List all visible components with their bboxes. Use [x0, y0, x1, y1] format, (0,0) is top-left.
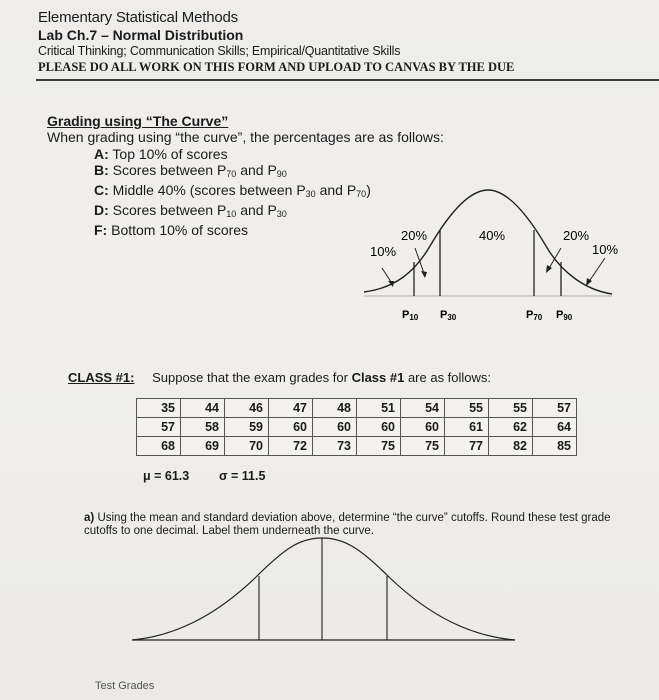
grade-cell: 58 [181, 418, 225, 437]
table-row [137, 399, 577, 418]
upload-instructions: PLEASE DO ALL WORK ON THIS FORM AND UPLOAD TO CANVAS BY THE DUE [38, 60, 515, 74]
course-title: Elementary Statistical Methods [38, 9, 238, 26]
grade-letter: C: [94, 182, 109, 198]
grade-cell: 46 [225, 399, 269, 418]
grade-description: and P [315, 182, 357, 198]
grade-cell: 68 [137, 437, 181, 456]
grade-cell: 61 [445, 418, 489, 437]
grade-letter: B: [94, 162, 109, 178]
grade-letter: D: [94, 202, 109, 218]
class1-grades-table [136, 398, 577, 456]
cutoff-footer-text: Test Grades [95, 680, 155, 692]
grade-cell: 55 [445, 399, 489, 418]
grade-cell: 59 [225, 418, 269, 437]
grade-description: Scores between P [112, 162, 227, 178]
grade-cell: 70 [225, 437, 269, 456]
grade-cell: 60 [313, 418, 357, 437]
grade-cell: 73 [313, 437, 357, 456]
percentile-subscript: 10 [226, 209, 237, 219]
class1-text-after: are as follows: [404, 370, 492, 385]
sd-value: σ = 11.5 [219, 469, 266, 483]
percentile-label-p90: P90 [556, 309, 573, 322]
grading-section-title: Grading using “The Curve” [47, 113, 229, 129]
arrowhead-10-left [388, 281, 394, 287]
grade-cell: 75 [357, 437, 401, 456]
grade-cell: 82 [489, 437, 533, 456]
grade-description: Bottom 10% of scores [111, 222, 249, 238]
grade-cell: 51 [357, 399, 401, 418]
grade-description: ) [366, 182, 371, 198]
grade-description: Middle 40% (scores between P [112, 182, 306, 198]
question-a-label: a) [84, 512, 95, 524]
percentile-subscript: 70 [226, 169, 237, 179]
arrowhead-20-right [546, 265, 552, 273]
grade-letter: F: [94, 222, 108, 238]
class1-prompt [68, 370, 491, 385]
grade-cell: 75 [401, 437, 445, 456]
region-label-10-right: 10% [592, 242, 619, 257]
grade-cell: 57 [137, 418, 181, 437]
class1-text-bold: Class #1 [351, 370, 405, 385]
class1-label: CLASS #1: [68, 370, 135, 385]
grade-cell: 55 [489, 399, 533, 418]
lab-title: Lab Ch.7 – Normal Distribution [38, 27, 244, 43]
question-a-text: Using the mean and standard deviation above, determine “the curve” cutoffs. Round these test grade cutoffs to one decimal. Label them underneath the curve. [84, 512, 611, 537]
mean-value: μ = 61.3 [143, 469, 190, 483]
grade-cell: 77 [445, 437, 489, 456]
percentile-label-p10: P10 [402, 309, 419, 322]
percentile-subscript: 70 [356, 189, 367, 199]
grade-cell: 35 [137, 399, 181, 418]
region-label-20-right: 20% [563, 228, 590, 243]
grade-description: and P [236, 162, 277, 178]
percentile-label-p70: P70 [526, 309, 543, 322]
percentile-label-p30: P30 [440, 309, 457, 322]
table-row [137, 418, 577, 437]
region-label-10-left: 10% [370, 244, 397, 259]
table-row [137, 437, 577, 456]
grade-cell: 62 [489, 418, 533, 437]
grade-description: Top 10% of scores [112, 146, 228, 162]
grade-cell: 44 [181, 399, 225, 418]
percentile-subscript: 30 [305, 189, 316, 199]
grading-intro: When grading using “the curve”, the percentages are as follows: [47, 129, 444, 145]
question-a [84, 512, 644, 538]
grade-letter: A: [94, 146, 109, 162]
grade-cell: 48 [313, 399, 357, 418]
percentile-subscript: 90 [276, 169, 287, 179]
percentile-subscript: 30 [276, 209, 287, 219]
grade-cell: 72 [269, 437, 313, 456]
grade-cell: 69 [181, 437, 225, 456]
grade-cell: 54 [401, 399, 445, 418]
grade-description: and P [236, 202, 277, 218]
grade-cell: 60 [357, 418, 401, 437]
grade-description: Scores between P [112, 202, 227, 218]
grade-cell: 60 [401, 418, 445, 437]
arrow-10-right [588, 258, 605, 283]
grade-cell: 85 [533, 437, 577, 456]
answer-bell-curve [132, 538, 515, 640]
region-label-40: 40% [479, 228, 506, 243]
region-label-20-left: 20% [401, 228, 428, 243]
class1-text-before: Suppose that the exam grades for [152, 370, 352, 385]
arrowhead-20-left [421, 271, 427, 278]
grade-cell: 57 [533, 399, 577, 418]
grade-cell: 60 [269, 418, 313, 437]
grade-cell: 47 [269, 399, 313, 418]
grade-cell: 64 [533, 418, 577, 437]
skills-line: Critical Thinking; Communication Skills; Empirical/Quantitative Skills [38, 44, 401, 58]
